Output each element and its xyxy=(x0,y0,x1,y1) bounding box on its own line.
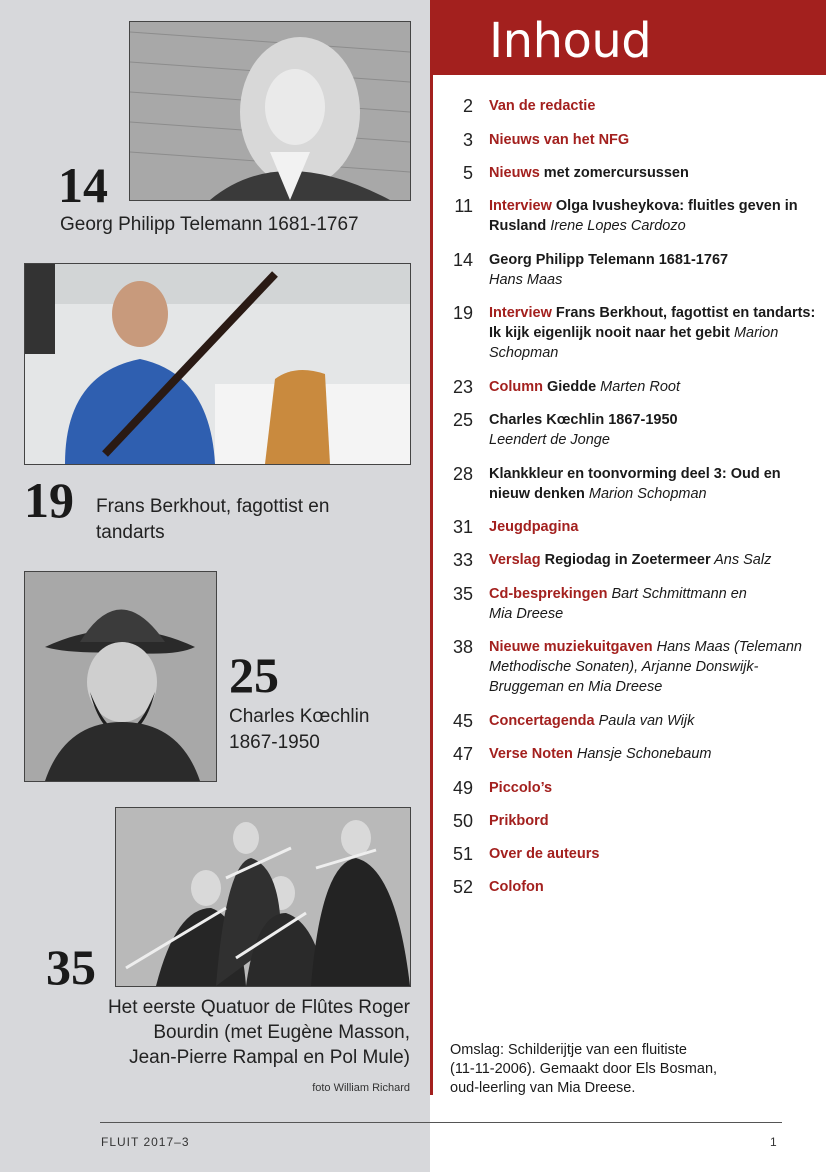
feature-caption-14: Georg Philipp Telemann 1681-1767 xyxy=(60,214,359,235)
toc-page-number: 31 xyxy=(452,517,473,537)
toc-keyword: Piccolo’s xyxy=(489,780,553,796)
toc-page-number: 50 xyxy=(452,811,473,831)
toc-page-number: 49 xyxy=(452,778,473,798)
footer-page-number: 1 xyxy=(770,1135,777,1149)
toc-title: Georg Philipp Telemann 1681-1767 xyxy=(489,252,729,268)
toc-author: Marion Schopman xyxy=(489,325,779,361)
koechlin-portrait-image xyxy=(24,571,217,782)
toc-page-number: 19 xyxy=(452,303,473,323)
toc-keyword: Column xyxy=(489,379,543,395)
feature-caption-25 xyxy=(229,704,419,756)
berkhout-photo-image xyxy=(24,263,411,465)
toc-keyword: Nieuws xyxy=(489,165,540,181)
cover-note-line1: Omslag: Schilderijtje van een fluitiste xyxy=(450,1042,687,1058)
toc-title: Charles Kœchlin 1867-1950 xyxy=(489,412,678,428)
toc-keyword: Concertagenda xyxy=(489,713,595,729)
photo-credit: foto William Richard xyxy=(312,1082,410,1094)
toc-page-number: 45 xyxy=(452,711,473,731)
toc-title: Giedde xyxy=(542,379,597,395)
toc-keyword: Colofon xyxy=(489,879,544,895)
toc-keyword: Cd-besprekingen xyxy=(489,586,608,602)
feature-number-19: 19 xyxy=(24,472,74,528)
feature-caption-35-line2: Bourdin (met Eugène Masson, xyxy=(153,1022,410,1043)
footer-rule xyxy=(100,1122,782,1123)
toc-page-number: 23 xyxy=(452,377,473,397)
header-bar xyxy=(433,0,826,75)
feature-caption-35-line1: Het eerste Quatuor de Flûtes Roger xyxy=(107,997,410,1018)
toc-page-number: 28 xyxy=(452,464,473,484)
toc-page-number: 5 xyxy=(462,163,473,183)
feature-caption-25-line2: 1867-1950 xyxy=(229,732,320,753)
feature-number-35: 35 xyxy=(46,939,96,995)
toc-page-number: 14 xyxy=(452,250,473,270)
toc-page-number: 25 xyxy=(452,410,473,430)
toc-title: Frans Berkhout, fagottist en tandarts: Ik kijk eigenlijk nooit naar het gebit xyxy=(489,305,816,341)
toc-author: Marion Schopman xyxy=(584,486,707,502)
toc-keyword: Interview xyxy=(489,198,552,214)
footer-issue: FLUIT 2017–3 xyxy=(101,1135,190,1149)
toc-page-number: 2 xyxy=(462,96,473,116)
cover-note xyxy=(450,1041,770,1098)
page-title: Inhoud xyxy=(489,13,652,69)
toc-page-number: 52 xyxy=(452,877,473,897)
toc-author: Marten Root xyxy=(596,379,680,395)
toc-author: Irene Lopes Cardozo xyxy=(546,218,686,234)
toc-page-number: 3 xyxy=(462,130,473,150)
toc-author: Leendert de Jonge xyxy=(489,432,610,448)
toc-author: Paula van Wijk xyxy=(594,713,695,729)
toc-keyword: Nieuws van het NFG xyxy=(489,132,630,148)
toc-page-number: 47 xyxy=(452,744,473,764)
toc-title: Olga Ivusheykova: fluitles geven in Rusland xyxy=(489,198,798,234)
feature-number-14: 14 xyxy=(58,157,108,213)
toc-page-number: 33 xyxy=(452,550,473,570)
toc-author: Hans Maas (Telemann Methodische Sonaten), Arjanne Donswijk-Bruggeman en Mia Dreese xyxy=(489,639,802,695)
feature-caption-25-line1: Charles Kœchlin xyxy=(229,706,370,727)
feature-caption-35-line3: Jean-Pierre Rampal en Pol Mule) xyxy=(129,1047,410,1068)
toc-author: Hansje Schonebaum xyxy=(572,746,712,762)
telemann-portrait-image xyxy=(129,21,411,201)
toc-author: Ans Salz xyxy=(710,552,772,568)
toc-keyword: Prikbord xyxy=(489,813,549,829)
toc-title: met zomercursussen xyxy=(539,165,689,181)
toc-keyword: Interview xyxy=(489,305,552,321)
feature-number-25: 25 xyxy=(229,647,279,703)
toc-keyword: Jeugdpagina xyxy=(489,519,579,535)
toc-keyword: Van de redactie xyxy=(489,98,596,114)
toc-keyword: Nieuwe muziekuitgaven xyxy=(489,639,653,655)
feature-caption-35 xyxy=(40,995,410,1070)
toc-author: Hans Maas xyxy=(489,272,563,288)
toc-keyword: Over de auteurs xyxy=(489,846,600,862)
toc-keyword: Verslag xyxy=(489,552,541,568)
toc-page-number: 51 xyxy=(452,844,473,864)
toc-page-number: 35 xyxy=(452,584,473,604)
cover-note-line2: (11-11-2006). Gemaakt door Els Bosman, xyxy=(450,1061,718,1077)
toc-page-number: 11 xyxy=(454,196,473,216)
toc-keyword: Verse Noten xyxy=(489,746,573,762)
cover-note-line3: oud-leerling van Mia Dreese. xyxy=(450,1080,636,1096)
toc-title: Regiodag in Zoetermeer xyxy=(540,552,711,568)
toc-title: Klankkleur en toonvorming deel 3: Oud en nieuw denken xyxy=(489,466,781,502)
quartet-photo-image xyxy=(115,807,411,987)
toc-page-number: 38 xyxy=(452,637,473,657)
feature-caption-19: Frans Berkhout, fagottist en tandarts xyxy=(96,496,330,543)
toc-author: Bart Schmittmann en Mia Dreese xyxy=(489,586,747,622)
